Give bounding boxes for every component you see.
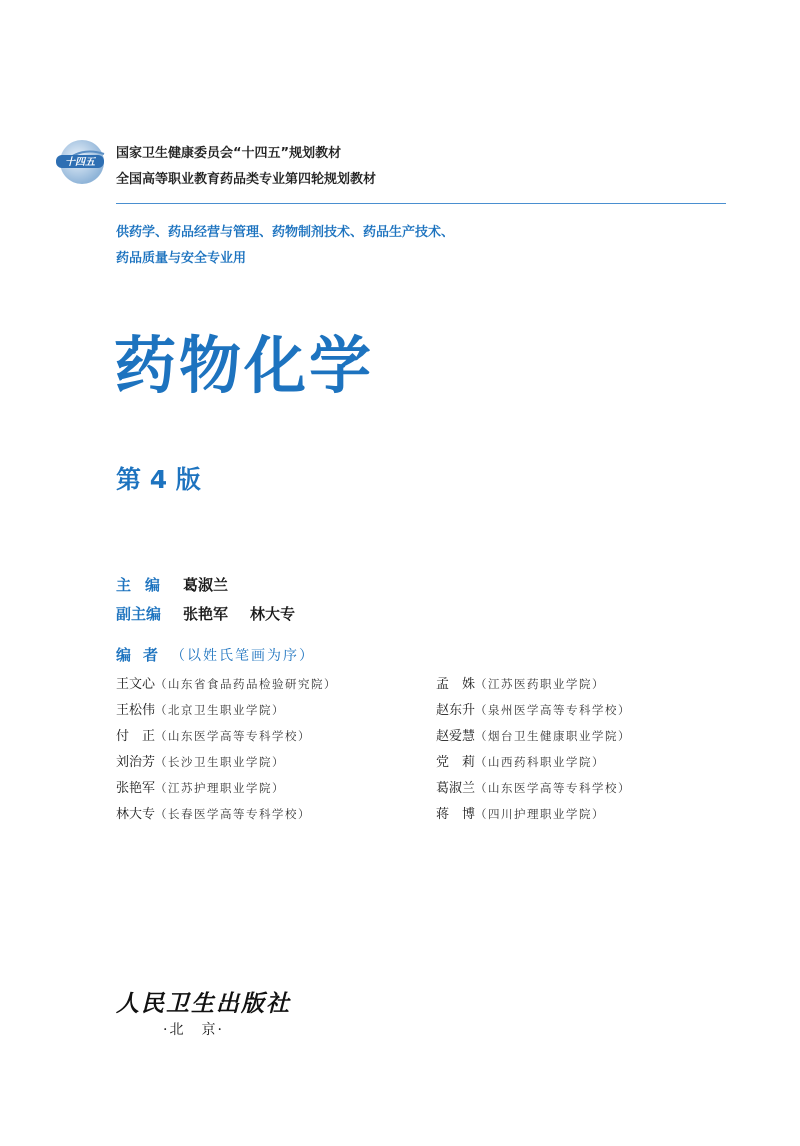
intended-for-line-2: 药品质量与安全专业用 — [116, 251, 247, 266]
author-affiliation: （江苏护理职业学院） — [155, 781, 286, 795]
author-affiliation: （山西药科职业学院） — [475, 755, 606, 769]
author-affiliation: （泉州医学高等专科学校） — [475, 703, 632, 717]
author-affiliation: （长春医学高等专科学校） — [155, 807, 312, 821]
divider — [116, 203, 726, 204]
author-affiliation: （山东省食品药品检验研究院） — [155, 677, 338, 691]
author-name: 林大专 — [116, 807, 156, 822]
author-affiliation: （烟台卫生健康职业学院） — [475, 729, 632, 743]
author-name: 王松伟 — [116, 703, 156, 718]
author-affiliation: （山东医学高等专科学校） — [475, 781, 632, 795]
publisher-name: 人民卫生出版社 — [116, 990, 291, 1017]
logo-text: 十四五 — [65, 157, 95, 168]
author-entry — [436, 699, 631, 718]
chief-editor-name: 葛淑兰 — [183, 576, 229, 594]
book-title: 药物化学 — [114, 329, 375, 402]
author-name: 葛淑兰 — [436, 781, 476, 796]
author-entry — [436, 673, 605, 692]
chief-editor-label: 主编 — [116, 576, 175, 594]
author-name: 孟 姝 — [436, 677, 476, 692]
author-entry — [436, 725, 631, 744]
authors-order-note: （以姓氏笔画为序） — [171, 648, 315, 664]
author-entry — [116, 725, 311, 744]
publisher-city: ·北 京· — [163, 1022, 224, 1038]
series-title-line-2: 全国高等职业教育药品类专业第四轮规划教材 — [116, 172, 377, 187]
deputy-editor-name: 林大专 — [250, 605, 296, 623]
author-affiliation: （山东医学高等专科学校） — [155, 729, 312, 743]
author-name: 付 正 — [116, 729, 156, 744]
author-name: 蒋 博 — [436, 807, 476, 822]
author-entry — [116, 803, 311, 822]
author-entry — [116, 777, 285, 796]
author-name: 赵爱慧 — [436, 729, 476, 744]
author-name: 张艳军 — [116, 781, 156, 796]
author-entry — [436, 777, 631, 796]
edition: 第 4 版 — [116, 465, 201, 494]
author-affiliation: （北京卫生职业学院） — [155, 703, 286, 717]
deputy-editor-name: 张艳军 — [183, 605, 229, 623]
series-title-line-1: 国家卫生健康委员会“十四五”规划教材 — [116, 146, 342, 161]
author-entry — [436, 803, 605, 822]
author-entry — [436, 751, 605, 770]
author-entry — [116, 699, 285, 718]
intended-for-line-1: 供药学、药品经营与管理、药物制剂技术、药品生产技术、 — [116, 225, 455, 240]
author-name: 刘治芳 — [116, 755, 156, 770]
author-name: 党 莉 — [436, 755, 476, 770]
authors-label: 编者 — [116, 646, 171, 664]
author-name: 王文心 — [116, 677, 156, 692]
series-logo — [54, 132, 106, 188]
author-affiliation: （长沙卫生职业学院） — [155, 755, 286, 769]
author-affiliation: （四川护理职业学院） — [475, 807, 606, 821]
author-entry — [116, 673, 337, 692]
author-name: 赵东升 — [436, 703, 476, 718]
author-affiliation: （江苏医药职业学院） — [475, 677, 606, 691]
author-entry — [116, 751, 285, 770]
deputy-editor-label: 副主编 — [116, 605, 162, 623]
